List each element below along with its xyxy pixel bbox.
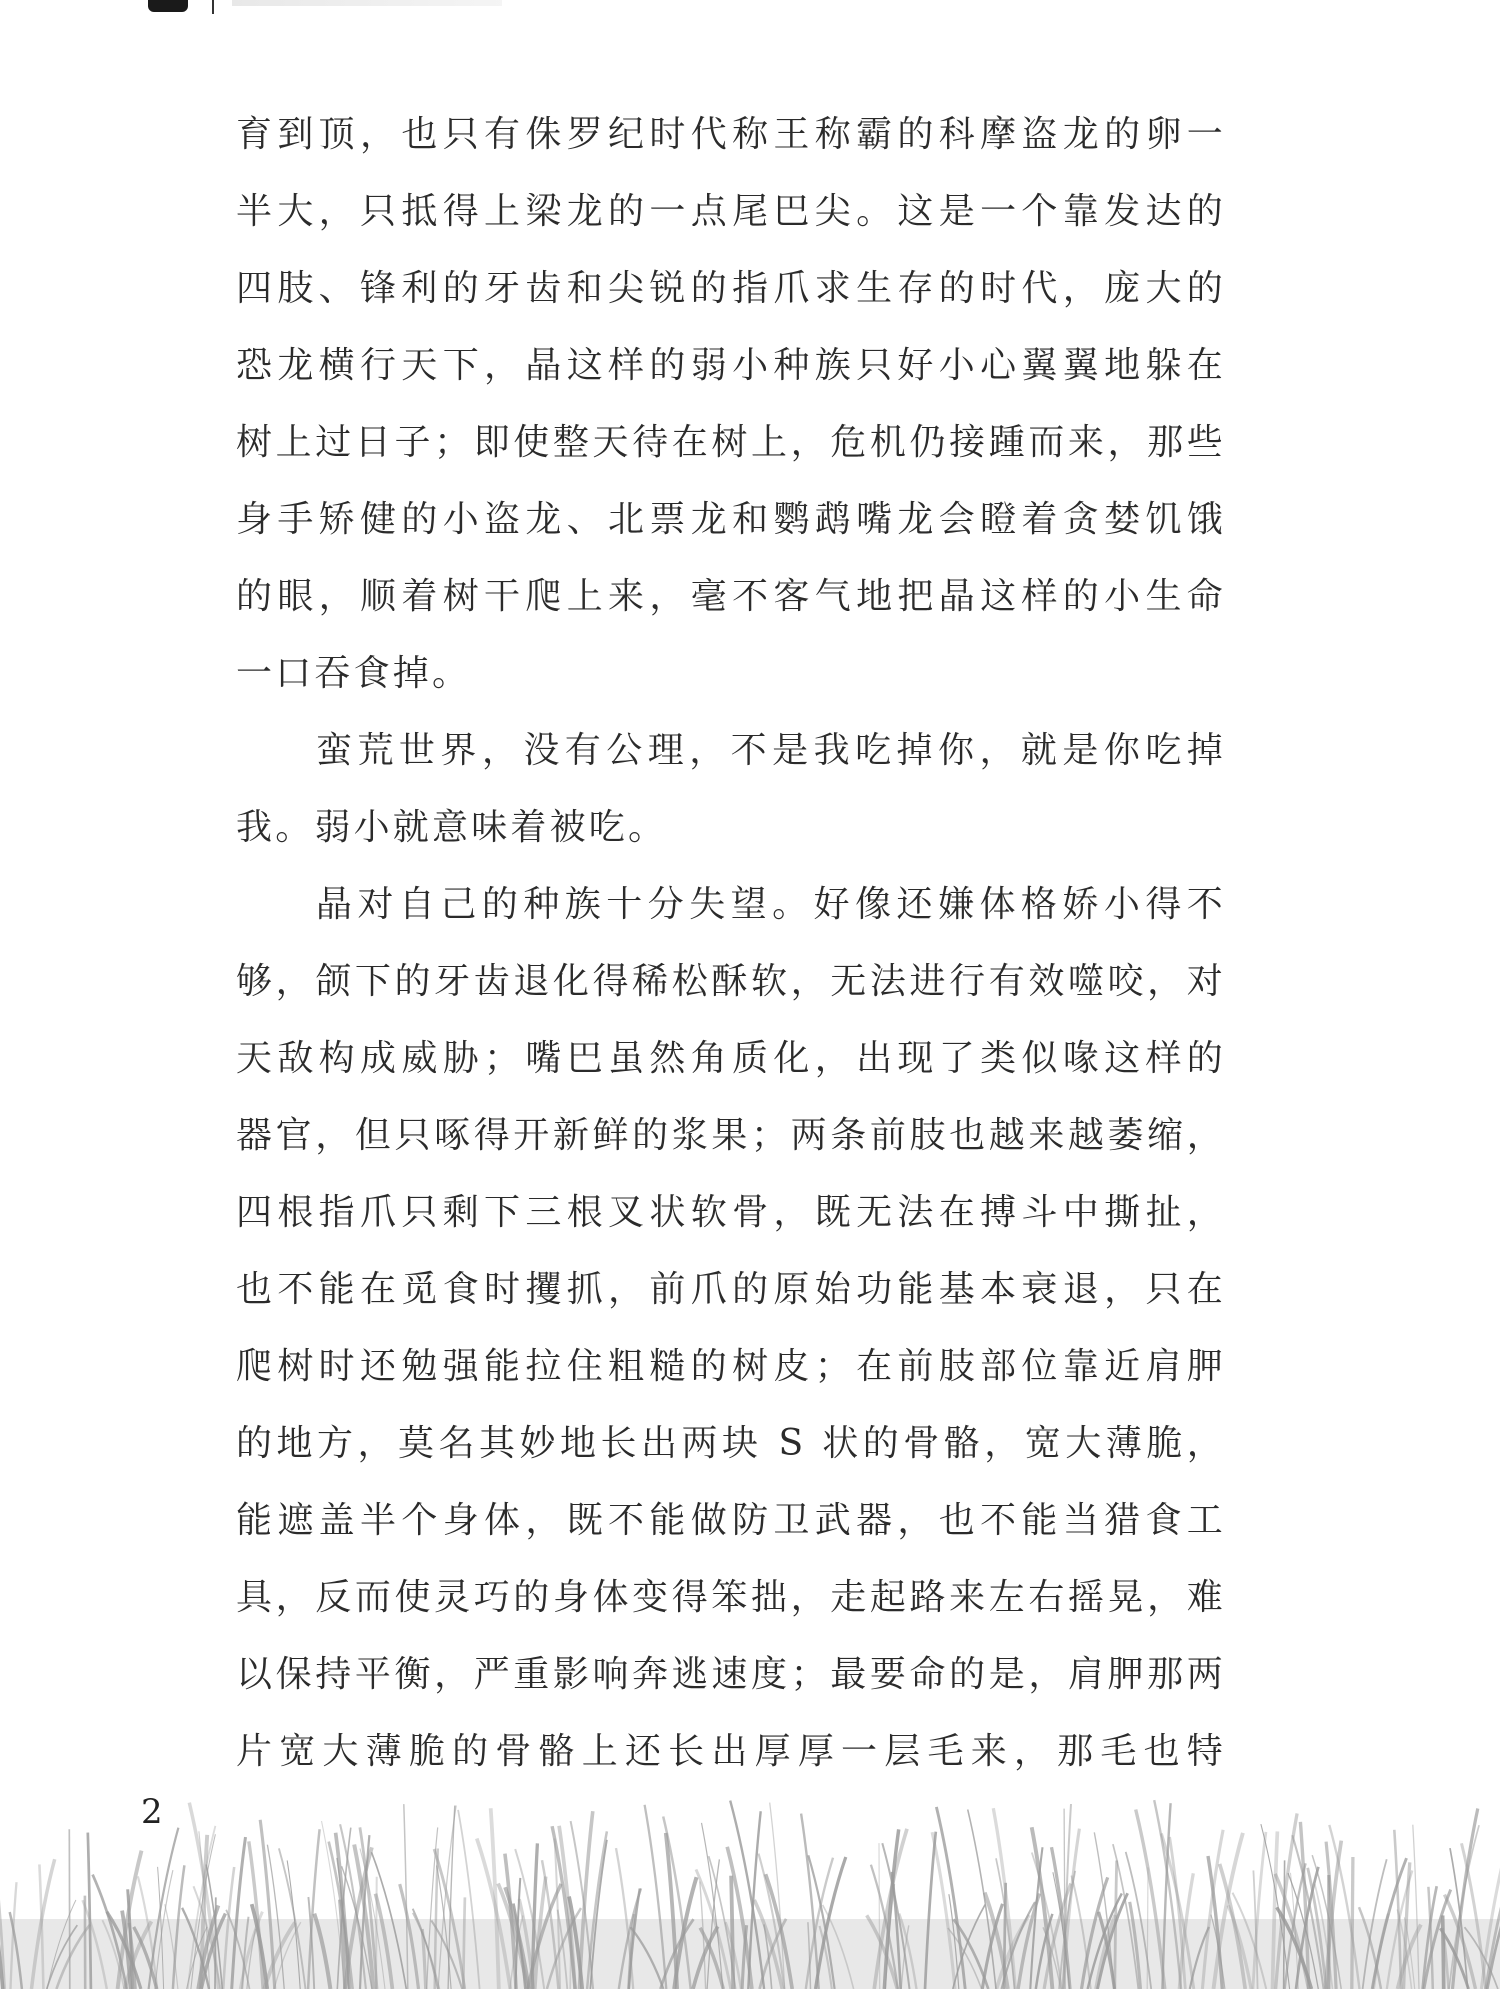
text-line: 的地方，莫名其妙地长出两块 S 状的骨骼，宽大薄脆， — [236, 1423, 1226, 1464]
text-line: 也不能在觅食时攫抓，前爪的原始功能基本衰退，只在 — [236, 1269, 1226, 1310]
text-line: 四肢、锋利的牙齿和尖锐的指爪求生存的时代，庞大的 — [236, 268, 1226, 309]
text-line: 一口吞食掉。 — [236, 653, 472, 694]
text-line: 片宽大薄脆的骨骼上还长出厚厚一层毛来，那毛也特 — [236, 1731, 1226, 1772]
text-line: 恐龙横行天下，晶这样的弱小种族只好小心翼翼地躲在 — [236, 345, 1226, 386]
grass-decoration-image — [0, 1799, 1500, 1989]
text-line: 四根指爪只剩下三根叉状软骨，既无法在搏斗中撕扯， — [236, 1192, 1226, 1233]
text-line: 半大，只抵得上梁龙的一点尾巴尖。这是一个靠发达的 — [236, 191, 1226, 232]
text-line: 具，反而使灵巧的身体变得笨拙，走起路来左右摇晃，难 — [236, 1577, 1226, 1618]
text-line: 身手矫健的小盗龙、北票龙和鹦鹉嘴龙会瞪着贪婪饥饿 — [236, 499, 1226, 540]
text-line: 天敌构成威胁；嘴巴虽然角质化，出现了类似喙这样的 — [236, 1038, 1226, 1079]
text-line: 能遮盖半个身体，既不能做防卫武器，也不能当猎食工 — [236, 1500, 1226, 1541]
text-line: 够，颌下的牙齿退化得稀松酥软，无法进行有效噬咬，对 — [236, 961, 1226, 1002]
text-line: 育到顶，也只有侏罗纪时代称王称霸的科摩盗龙的卵一 — [236, 114, 1226, 155]
header-divider — [212, 0, 214, 14]
text-line: 以保持平衡，严重影响奔逃速度；最要命的是，肩胛那两 — [236, 1654, 1226, 1695]
header-ornament — [148, 0, 188, 12]
text-line: 我。弱小就意味着被吃。 — [236, 807, 668, 848]
text-line: 晶对自己的种族十分失望。好像还嫌体格娇小得不 — [316, 884, 1226, 925]
page-number: 2 — [141, 1792, 163, 1832]
header-running-title-faded — [232, 0, 502, 6]
text-line: 的眼，顺着树干爬上来，毫不客气地把晶这样的小生命 — [236, 576, 1226, 617]
text-line: 树上过日子；即使整天待在树上，危机仍接踵而来，那些 — [236, 422, 1226, 463]
text-line: 器官，但只啄得开新鲜的浆果；两条前肢也越来越萎缩， — [236, 1115, 1226, 1156]
text-line: 蛮荒世界，没有公理，不是我吃掉你，就是你吃掉 — [316, 730, 1226, 771]
body-text — [236, 96, 1226, 1790]
text-line: 爬树时还勉强能拉住粗糙的树皮；在前肢部位靠近肩胛 — [236, 1346, 1226, 1387]
